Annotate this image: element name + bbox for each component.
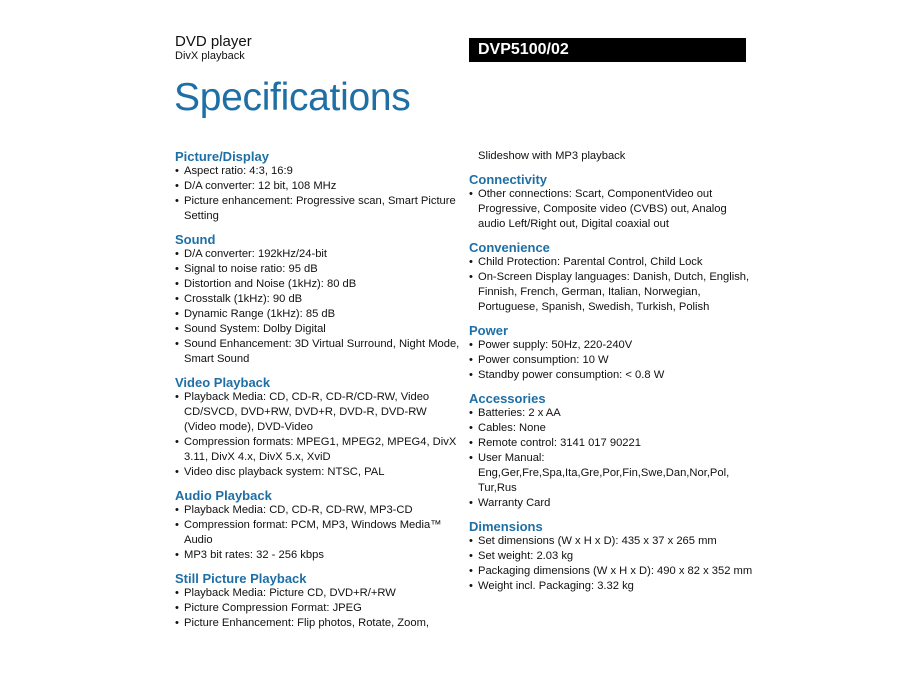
spec-item: • Playback Media: Picture CD, DVD+R/+RW bbox=[175, 586, 460, 601]
spec-item: • Aspect ratio: 4:3, 16:9 bbox=[175, 164, 460, 179]
section-heading-accessories: Accessories bbox=[469, 391, 546, 406]
spec-item: • Power supply: 50Hz, 220-240V bbox=[469, 338, 754, 353]
spec-item: • Playback Media: CD, CD-R, CD-RW, MP3-CD bbox=[175, 503, 460, 518]
spec-item: • Dynamic Range (1kHz): 85 dB bbox=[175, 307, 460, 322]
spec-item: • Sound Enhancement: 3D Virtual Surround, Night Mode, Smart Sound bbox=[175, 337, 460, 367]
spec-item: • Standby power consumption: < 0.8 W bbox=[469, 368, 754, 383]
model-number: DVP5100/02 bbox=[469, 38, 746, 62]
spec-item: • User Manual: Eng,Ger,Fre,Spa,Ita,Gre,Por,Fin,Swe,Dan,Nor,Pol, Tur,Rus bbox=[469, 451, 754, 496]
spec-item: • Crosstalk (1kHz): 90 dB bbox=[175, 292, 460, 307]
spec-item: • D/A converter: 12 bit, 108 MHz bbox=[175, 179, 460, 194]
spec-item: • Packaging dimensions (W x H x D): 490 x 82 x 352 mm bbox=[469, 564, 754, 579]
section-heading-convenience: Convenience bbox=[469, 240, 550, 255]
spec-item: • Picture enhancement: Progressive scan, Smart Picture Setting bbox=[175, 194, 460, 224]
continued-item: Slideshow with MP3 playback bbox=[478, 150, 626, 162]
spec-item: • Child Protection: Parental Control, Child Lock bbox=[469, 255, 754, 270]
section-heading-dimensions: Dimensions bbox=[469, 519, 543, 534]
spec-item: • Set dimensions (W x H x D): 435 x 37 x 265 mm bbox=[469, 534, 754, 549]
spec-item: • Playback Media: CD, CD-R, CD-R/CD-RW, Video CD/SVCD, DVD+RW, DVD+R, DVD-R, DVD-RW (Video mode), DVD-Video bbox=[175, 390, 460, 435]
section-heading-power: Power bbox=[469, 323, 509, 338]
spec-item: • Compression format: PCM, MP3, Windows Media™ Audio bbox=[175, 518, 460, 548]
header-product bbox=[175, 33, 252, 63]
section-heading-audio-playback: Audio Playback bbox=[175, 488, 272, 503]
section-heading-picture-display: Picture/Display bbox=[175, 149, 269, 164]
spec-item: • Batteries: 2 x AA bbox=[469, 406, 754, 421]
product-name: DVD player bbox=[175, 33, 252, 50]
left-column bbox=[175, 149, 460, 631]
spec-item: • Warranty Card bbox=[469, 496, 754, 511]
section-heading-video-playback: Video Playback bbox=[175, 375, 271, 390]
spec-item: • Weight incl. Packaging: 3.32 kg bbox=[469, 579, 754, 594]
spec-item: • Compression formats: MPEG1, MPEG2, MPEG4, DivX 3.11, DivX 4.x, DivX 5.x, XviD bbox=[175, 435, 460, 465]
right-column bbox=[469, 149, 754, 594]
section-heading-sound: Sound bbox=[175, 232, 216, 247]
spec-item: • Remote control: 3141 017 90221 bbox=[469, 436, 754, 451]
spec-item: • MP3 bit rates: 32 - 256 kbps bbox=[175, 548, 460, 563]
spec-item: • Distortion and Noise (1kHz): 80 dB bbox=[175, 277, 460, 292]
spec-item: • Cables: None bbox=[469, 421, 754, 436]
spec-item: • D/A converter: 192kHz/24-bit bbox=[175, 247, 460, 262]
spec-item: • On-Screen Display languages: Danish, Dutch, English, Finnish, French, German, Italian, Norwegian, Portuguese, Spanish, Swedish, Turkish, Polish bbox=[469, 270, 754, 315]
spec-item: • Sound System: Dolby Digital bbox=[175, 322, 460, 337]
spec-item: • Set weight: 2.03 kg bbox=[469, 549, 754, 564]
spec-item: • Signal to noise ratio: 95 dB bbox=[175, 262, 460, 277]
section-heading-still-picture-playback: Still Picture Playback bbox=[175, 571, 307, 586]
spec-item: • Other connections: Scart, ComponentVideo out Progressive, Composite video (CVBS) out, Analog audio Left/Right out, Digital coaxial out bbox=[469, 187, 754, 232]
product-subtitle: DivX playback bbox=[175, 50, 245, 62]
spec-item: • Picture Enhancement: Flip photos, Rotate, Zoom, bbox=[175, 616, 460, 631]
spec-item: • Power consumption: 10 W bbox=[469, 353, 754, 368]
page-title: Specifications bbox=[174, 76, 411, 119]
section-heading-connectivity: Connectivity bbox=[469, 172, 548, 187]
spec-item: • Video disc playback system: NTSC, PAL bbox=[175, 465, 460, 480]
spec-item: • Picture Compression Format: JPEG bbox=[175, 601, 460, 616]
